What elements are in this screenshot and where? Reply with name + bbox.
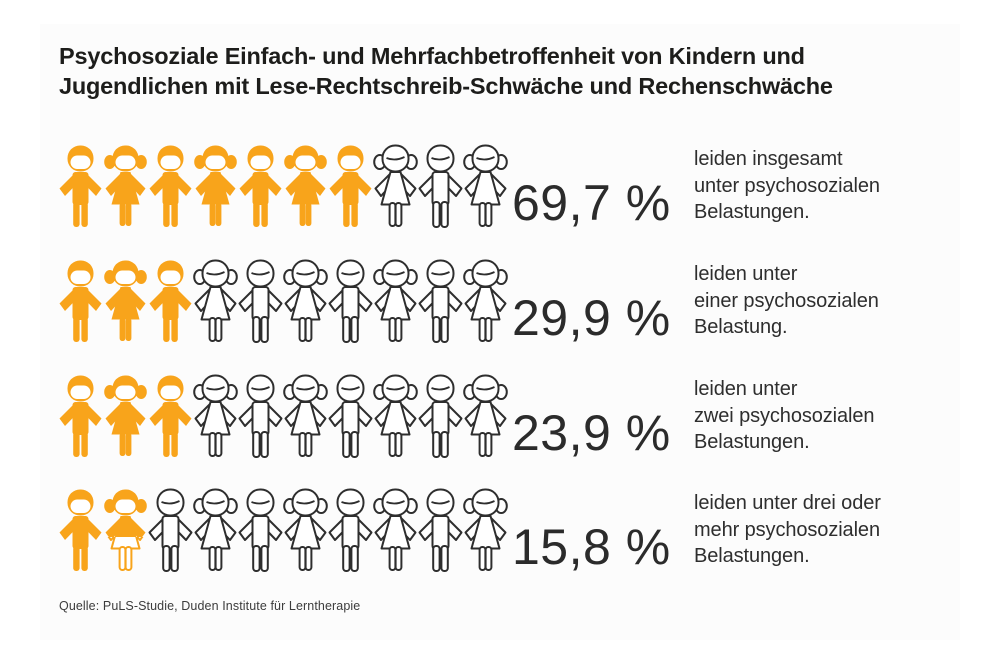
description-line: Belastung. (694, 316, 788, 338)
girl-figure-partial (103, 487, 148, 575)
pictogram-figures (58, 487, 508, 575)
girl-figure-outline (283, 373, 328, 461)
row-description (694, 261, 879, 341)
description-line: leiden unter (694, 263, 798, 285)
boy-figure-filled (58, 373, 103, 461)
girl-figure-outline (193, 373, 238, 461)
girl-figure-outline (463, 143, 508, 231)
description-line: Belastungen. (694, 545, 810, 567)
boy-figure-outline (238, 373, 283, 461)
girl-figure-outline (373, 258, 418, 346)
boy-figure-outline (238, 487, 283, 575)
boy-figure-filled (148, 258, 193, 346)
pictogram-figures (58, 258, 508, 346)
description-line: Belastungen. (694, 431, 810, 453)
description-line: unter psychosozialen (694, 174, 880, 197)
girl-figure-outline (463, 373, 508, 461)
girl-figure-filled (193, 143, 238, 231)
girl-figure-outline (193, 487, 238, 575)
girl-figure-outline (373, 373, 418, 461)
girl-figure-filled (103, 373, 148, 461)
boy-figure-outline (418, 487, 463, 575)
boy-figure-filled (58, 258, 103, 346)
pictogram-row (0, 373, 1000, 483)
row-description (694, 146, 880, 226)
description-line: zwei psychosozialen (694, 404, 875, 427)
boy-figure-outline (328, 487, 373, 575)
description-line: einer psychosozialen (694, 289, 879, 312)
girl-figure-filled (283, 143, 328, 231)
girl-figure-outline (463, 487, 508, 575)
row-description (694, 490, 881, 570)
description-line: mehr psychosozialen (694, 518, 880, 541)
boy-figure-outline (238, 258, 283, 346)
girl-figure-outline (373, 487, 418, 575)
description-line: leiden unter drei oder (694, 492, 881, 514)
boy-figure-outline (418, 258, 463, 346)
pictogram-figures (58, 373, 508, 461)
boy-figure-filled (328, 143, 373, 231)
percent-value: 29,9 % (512, 290, 671, 346)
boy-figure-outline (418, 143, 463, 231)
row-description (694, 376, 874, 456)
pictogram-figures (58, 143, 508, 231)
girl-figure-filled (103, 258, 148, 346)
girl-figure-outline (463, 258, 508, 346)
boy-figure-outline (148, 487, 193, 575)
chart-title-line-1: Psychosoziale Einfach- und Mehrfachbetroffenheit von Kindern und (59, 43, 805, 69)
description-line: leiden unter (694, 378, 798, 400)
boy-figure-outline (328, 373, 373, 461)
boy-figure-filled (58, 143, 103, 231)
girl-figure-outline (373, 143, 418, 231)
percent-value: 15,8 % (512, 519, 671, 575)
pictogram-row (0, 487, 1000, 597)
girl-figure-outline (193, 258, 238, 346)
percent-value: 69,7 % (512, 175, 671, 231)
source-caption: Quelle: PuLS-Studie, Duden Institute für Lerntherapie (59, 599, 361, 613)
pictogram-row (0, 143, 1000, 253)
boy-figure-filled (148, 373, 193, 461)
boy-figure-filled (148, 143, 193, 231)
chart-title-line-2: Jugendlichen mit Lese-Rechtschreib-Schwäche und Rechenschwäche (59, 73, 833, 99)
percent-value: 23,9 % (512, 405, 671, 461)
boy-figure-outline (418, 373, 463, 461)
boy-figure-filled (58, 487, 103, 575)
boy-figure-filled (238, 143, 283, 231)
girl-figure-outline (283, 258, 328, 346)
boy-figure-outline (328, 258, 373, 346)
description-line: Belastungen. (694, 201, 810, 223)
girl-figure-outline (283, 487, 328, 575)
pictogram-row (0, 258, 1000, 368)
girl-figure-filled (103, 143, 148, 231)
description-line: leiden insgesamt (694, 148, 843, 170)
